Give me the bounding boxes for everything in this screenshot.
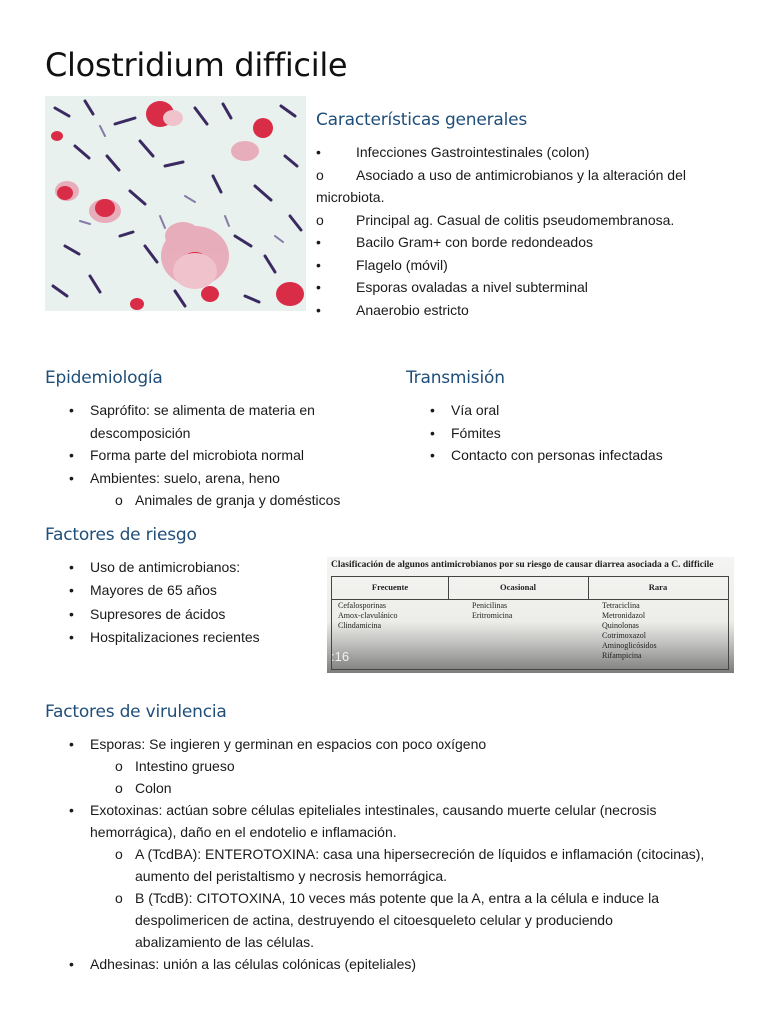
list-item-sub: o B (TcdB): CITOTOXINA, 10 veces más potente que la A, entra a la célula e induce la despolimericen de actina, destruyendo el citoesqueleto celular y produciendo abalizamiento de las células.: [115, 890, 659, 950]
list-item-continuation: microbiota.: [316, 189, 385, 205]
list-item: • Mayores de 65 años: [69, 582, 217, 599]
table-grid: [331, 576, 729, 670]
list-item-sub: o Animales de granja y domésticos: [115, 492, 341, 508]
table-column-frecuente: Cefalosporinas Amox-clavulánico Clindamicina: [338, 601, 398, 630]
section-heading-epidemiologia: Epidemiología: [45, 368, 163, 388]
list-item: • Forma parte del microbiota normal: [69, 447, 304, 463]
list-item: • Anaerobio estricto: [316, 301, 469, 318]
list-item: • Ambientes: suelo, arena, heno: [69, 469, 280, 486]
list-item: • Supresores de ácidos: [69, 605, 226, 622]
list-item-sub: o Intestino grueso: [115, 758, 235, 774]
virulencia-list: [45, 733, 735, 975]
list-item: • Hospitalizaciones recientes: [69, 628, 260, 645]
section-heading-caracteristicas: Características generales: [316, 110, 528, 130]
list-item: • Saprófito: se alimenta de materia en descomposición: [69, 402, 315, 441]
list-item: • Esporas: Se ingieren y germinan en espacios con poco oxígeno: [69, 736, 487, 752]
list-item: • Vía oral: [430, 402, 500, 418]
list-item: • Adhesinas: unión a las células colónicas (epiteliales): [69, 956, 417, 972]
list-item-sub: o Colon: [115, 780, 172, 796]
video-timestamp: :16: [331, 649, 350, 664]
table-column-rara: Tetraciclina Metronidazol Quinolonas Cotrimoxazol Aminoglicósidos Rifampicina: [602, 601, 657, 660]
list-item: • Uso de antimicrobianos:: [69, 559, 241, 575]
factores-riesgo-list: [45, 556, 315, 649]
antimicrobianos-table-image: [327, 557, 734, 673]
table-caption: Clasificación de algunos antimicrobianos por su riesgo de causar diarrea asociada a C. difficile: [331, 560, 714, 570]
section-heading-transmision: Transmisión: [406, 368, 505, 388]
section-heading-factores-riesgo: Factores de riesgo: [45, 525, 197, 545]
table-header: Frecuente: [371, 582, 409, 592]
section-heading-virulencia: Factores de virulencia: [45, 702, 227, 722]
list-item: • Bacilo Gram+ con borde redondeados: [316, 234, 593, 250]
list-item: • Exotoxinas: actúan sobre células epiteliales intestinales, causando muerte celular (necrosis hemorrágica), daño en el endotelio e inflamación.: [69, 802, 657, 840]
list-item: • Contacto con personas infectadas: [430, 447, 663, 463]
gram-stain-micrograph: [45, 96, 306, 311]
list-item: o Principal ag. Casual de colitis pseudomembranosa.: [316, 211, 675, 228]
list-item-sub: o A (TcdBA): ENTEROTOXINA: casa una hipersecreción de líquidos e inflamación (citocinas), aumento del peristaltismo y necrosis hemorrágica.: [115, 846, 705, 884]
list-item: • Flagelo (móvil): [316, 256, 448, 273]
list-item: • Infecciones Gastrointestinales (colon): [316, 144, 590, 160]
table-header: Rara: [648, 582, 668, 592]
list-item: • Fómites: [430, 424, 501, 441]
list-item: o Asociado a uso de antimicrobianos y la alteración del: [316, 166, 686, 183]
caracteristicas-list: [316, 141, 736, 321]
table-column-ocasional: Penicilinas Eritromicina: [472, 601, 513, 620]
table-header: Ocasional: [500, 582, 536, 592]
gram-stain-illustration: [45, 96, 306, 311]
transmision-list: [406, 399, 736, 467]
list-item: • Esporas ovaladas a nivel subterminal: [316, 279, 588, 295]
epidemiologia-list: [45, 399, 385, 512]
page-title: Clostridium difficile: [45, 46, 348, 84]
